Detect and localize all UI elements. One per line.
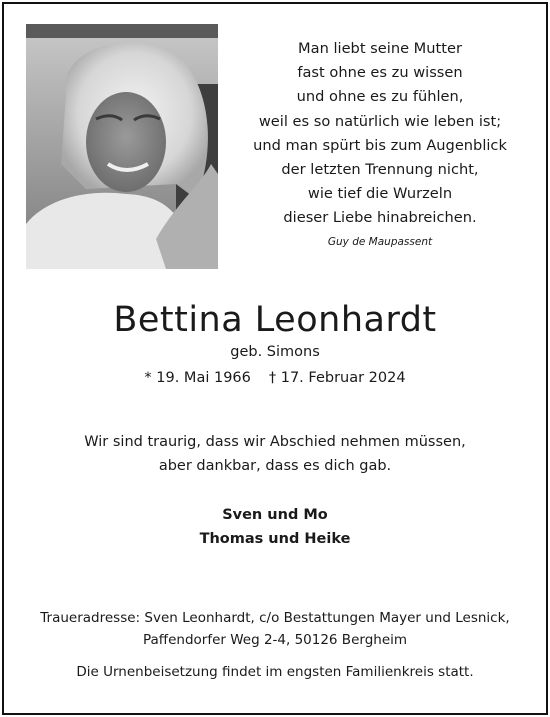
deceased-name: Bettina Leonhardt (113, 300, 437, 340)
portrait-photo (26, 24, 218, 269)
farewell-message (0, 430, 550, 478)
mourner-name: Sven und Mo (222, 507, 328, 523)
maiden-name: geb. Simons (230, 344, 320, 360)
poem-line: und ohne es zu fühlen, (296, 88, 464, 106)
death-date: † 17. Februar 2024 (268, 370, 406, 386)
message-line: Wir sind traurig, dass wir Abschied nehmen müssen, (84, 434, 466, 450)
birth-date: * 19. Mai 1966 (144, 370, 251, 386)
poem-line: und man spürt bis zum Augenblick (253, 136, 507, 154)
message-line: aber dankbar, dass es dich gab. (158, 458, 392, 474)
poem-line: fast ohne es zu wissen (297, 64, 463, 82)
address-line: Paffendorfer Weg 2-4, 50126 Bergheim (142, 632, 408, 648)
mourning-address (0, 607, 550, 651)
poem-line: wie tief die Wurzeln (307, 185, 453, 203)
address-line: Traueradresse: Sven Leonhardt, c/o Bestattungen Mayer und Lesnick, (40, 610, 510, 626)
poem (230, 37, 530, 231)
mourners (0, 503, 550, 551)
mourner-name: Thomas und Heike (199, 531, 351, 547)
life-dates (0, 370, 550, 386)
poem-line: der letzten Trennung nicht, (281, 161, 479, 179)
poem-line: weil es so natürlich wie leben ist; (258, 112, 502, 130)
burial-note: Die Urnenbeisetzung findet im engsten Familienkreis statt. (76, 664, 474, 680)
poem-author: Guy de Maupassent (327, 236, 433, 248)
poem-line: Man liebt seine Mutter (298, 40, 462, 57)
poem-line: dieser Liebe hinabreichen. (283, 209, 477, 227)
